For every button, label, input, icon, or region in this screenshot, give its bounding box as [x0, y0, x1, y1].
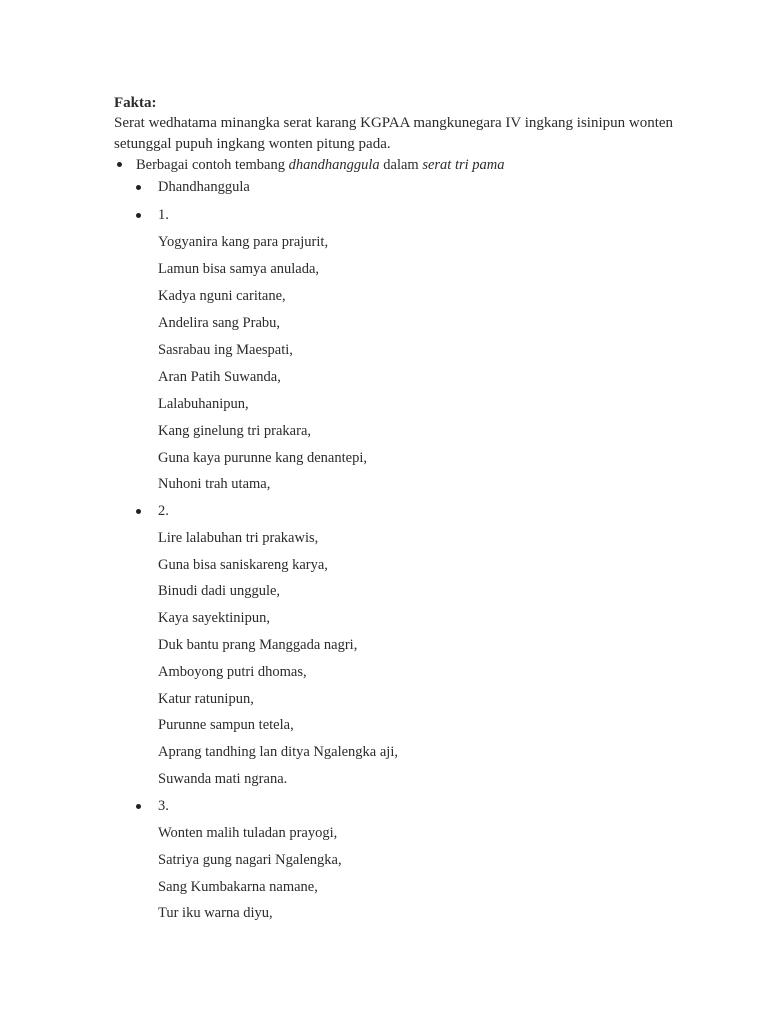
stanza-2-number: 2.: [158, 503, 169, 519]
top-bullet-middle: dalam: [379, 157, 423, 173]
bullet-icon: [136, 185, 141, 190]
stanza-3-line-1: Wonten malih tuladan prayogi,: [158, 825, 338, 841]
stanza-1-line-7: Lalabuhanipun,: [158, 396, 249, 412]
stanza-1-line-1: Yogyanira kang para prajurit,: [158, 234, 329, 250]
stanza-2-line-5: Duk bantu prang Manggada nagri,: [158, 637, 358, 653]
top-bullet-prefix: Berbagai contoh tembang: [136, 157, 289, 173]
stanza-3-line-4: Tur iku warna diyu,: [158, 905, 273, 921]
stanza-1-line-8: Kang ginelung tri prakara,: [158, 423, 312, 439]
top-bullet-italic-2: serat tri pama: [422, 157, 505, 173]
bullet-icon: [136, 509, 141, 514]
stanza-2-line-9: Aprang tandhing lan ditya Ngalengka aji,: [158, 744, 398, 760]
stanza-2-line-7: Katur ratunipun,: [158, 691, 254, 707]
intro-paragraph: [114, 113, 714, 155]
stanza-2-line-2: Guna bisa saniskareng karya,: [158, 557, 328, 573]
stanza-1-line-3: Kadya nguni caritane,: [158, 288, 286, 304]
stanza-3-line-2: Satriya gung nagari Ngalengka,: [158, 852, 342, 868]
stanza-1-line-5: Sasrabau ing Maespati,: [158, 342, 293, 358]
stanza-2-line-3: Binudi dadi unggule,: [158, 583, 281, 599]
stanza-2-line-10: Suwanda mati ngrana.: [158, 771, 288, 787]
intro-line-2: setunggal pupuh ingkang wonten pitung pada.: [114, 136, 391, 152]
stanza-2-line-4: Kaya sayektinipun,: [158, 610, 270, 626]
stanza-3-line-3: Sang Kumbakarna namane,: [158, 879, 318, 895]
bullet-icon: [136, 213, 141, 218]
stanza-1-line-9: Guna kaya purunne kang denantepi,: [158, 450, 367, 466]
top-bullet-italic-1: dhandhanggula: [288, 157, 380, 173]
heading-fakta: Fakta:: [114, 95, 157, 111]
stanza-1-line-4: Andelira sang Prabu,: [158, 315, 281, 331]
stanza-1-line-2: Lamun bisa samya anulada,: [158, 261, 320, 277]
subtitle-dhandhanggula: Dhandhanggula: [158, 179, 250, 195]
stanza-2-line-6: Amboyong putri dhomas,: [158, 664, 307, 680]
stanza-1-line-6: Aran Patih Suwanda,: [158, 369, 281, 385]
stanza-2-line-1: Lire lalabuhan tri prakawis,: [158, 530, 319, 546]
stanza-1-number: 1.: [158, 207, 169, 223]
bullet-icon: [117, 162, 122, 167]
bullet-icon: [136, 804, 141, 809]
stanza-1-line-10: Nuhoni trah utama,: [158, 476, 271, 492]
stanza-2-line-8: Purunne sampun tetela,: [158, 717, 294, 733]
stanza-3-number: 3.: [158, 798, 169, 814]
intro-line-1: Serat wedhatama minangka serat karang KGPAA mangkunegara IV ingkang isinipun wonten: [114, 115, 674, 131]
top-bullet-text: [136, 156, 505, 174]
